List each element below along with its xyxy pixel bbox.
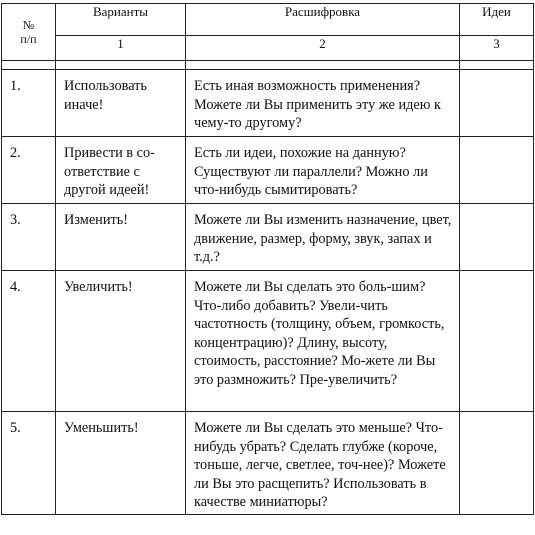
table-row xyxy=(2,204,534,271)
row-variant: Использовать иначе! xyxy=(56,70,186,137)
row-variant: Уменьшить! xyxy=(56,412,186,515)
row-ideas xyxy=(460,137,534,204)
header-number xyxy=(2,4,56,61)
header-decoding: Расшифровка xyxy=(186,4,460,36)
row-decoding: Можете ли Вы сделать это меньше? Что-нибудь убрать? Сделать глубже (короче, тоньше, легче, светлее, точ-нее)? Можете ли Вы это расщепить? Использовать в качестве миниатюры? xyxy=(186,412,460,515)
column-number-row xyxy=(2,36,534,61)
header-variants: Варианты xyxy=(56,4,186,36)
table-row xyxy=(2,271,534,412)
row-ideas xyxy=(460,271,534,412)
row-decoding: Можете ли Вы изменить назначение, цвет, движение, размер, форму, звук, запах и т.д.? xyxy=(186,204,460,271)
column-number-3: 3 xyxy=(460,36,534,61)
row-variant: Изменить! xyxy=(56,204,186,271)
row-decoding: Есть иная возможность применения? Можете ли Вы применить эту же идею к чему-то другому? xyxy=(186,70,460,137)
header-number-sign: № xyxy=(22,18,35,32)
header-row xyxy=(2,4,534,36)
row-number: 1. xyxy=(2,70,56,137)
table-row xyxy=(2,137,534,204)
ideas-table xyxy=(1,3,534,515)
table-row xyxy=(2,412,534,515)
row-variant: Увеличить! xyxy=(56,271,186,412)
row-ideas xyxy=(460,70,534,137)
column-number-2: 2 xyxy=(186,36,460,61)
separator-cell xyxy=(460,61,534,70)
column-number-1: 1 xyxy=(56,36,186,61)
row-decoding: Можете ли Вы сделать это боль-шим? Что-либо добавить? Увели-чить частотность (толщину, объем, громкость, концентрацию)? Длину, высоту, стоимость, расстояние? Мо-жете ли Вы это размножить? Пре-увеличить? xyxy=(186,271,460,412)
separator-row xyxy=(2,61,534,70)
separator-cell xyxy=(56,61,186,70)
separator-cell xyxy=(2,61,56,70)
row-ideas xyxy=(460,412,534,515)
row-decoding: Есть ли идеи, похожие на данную? Существуют ли параллели? Можно ли что-нибудь сымитировать? xyxy=(186,137,460,204)
header-number-pp: п/п xyxy=(20,32,37,46)
row-number: 5. xyxy=(2,412,56,515)
separator-cell xyxy=(186,61,460,70)
row-number: 3. xyxy=(2,204,56,271)
row-ideas xyxy=(460,204,534,271)
table-row xyxy=(2,70,534,137)
row-number: 2. xyxy=(2,137,56,204)
header-ideas: Идеи xyxy=(460,4,534,36)
row-number: 4. xyxy=(2,271,56,412)
row-variant: Привести в со-ответствие с другой идеей! xyxy=(56,137,186,204)
